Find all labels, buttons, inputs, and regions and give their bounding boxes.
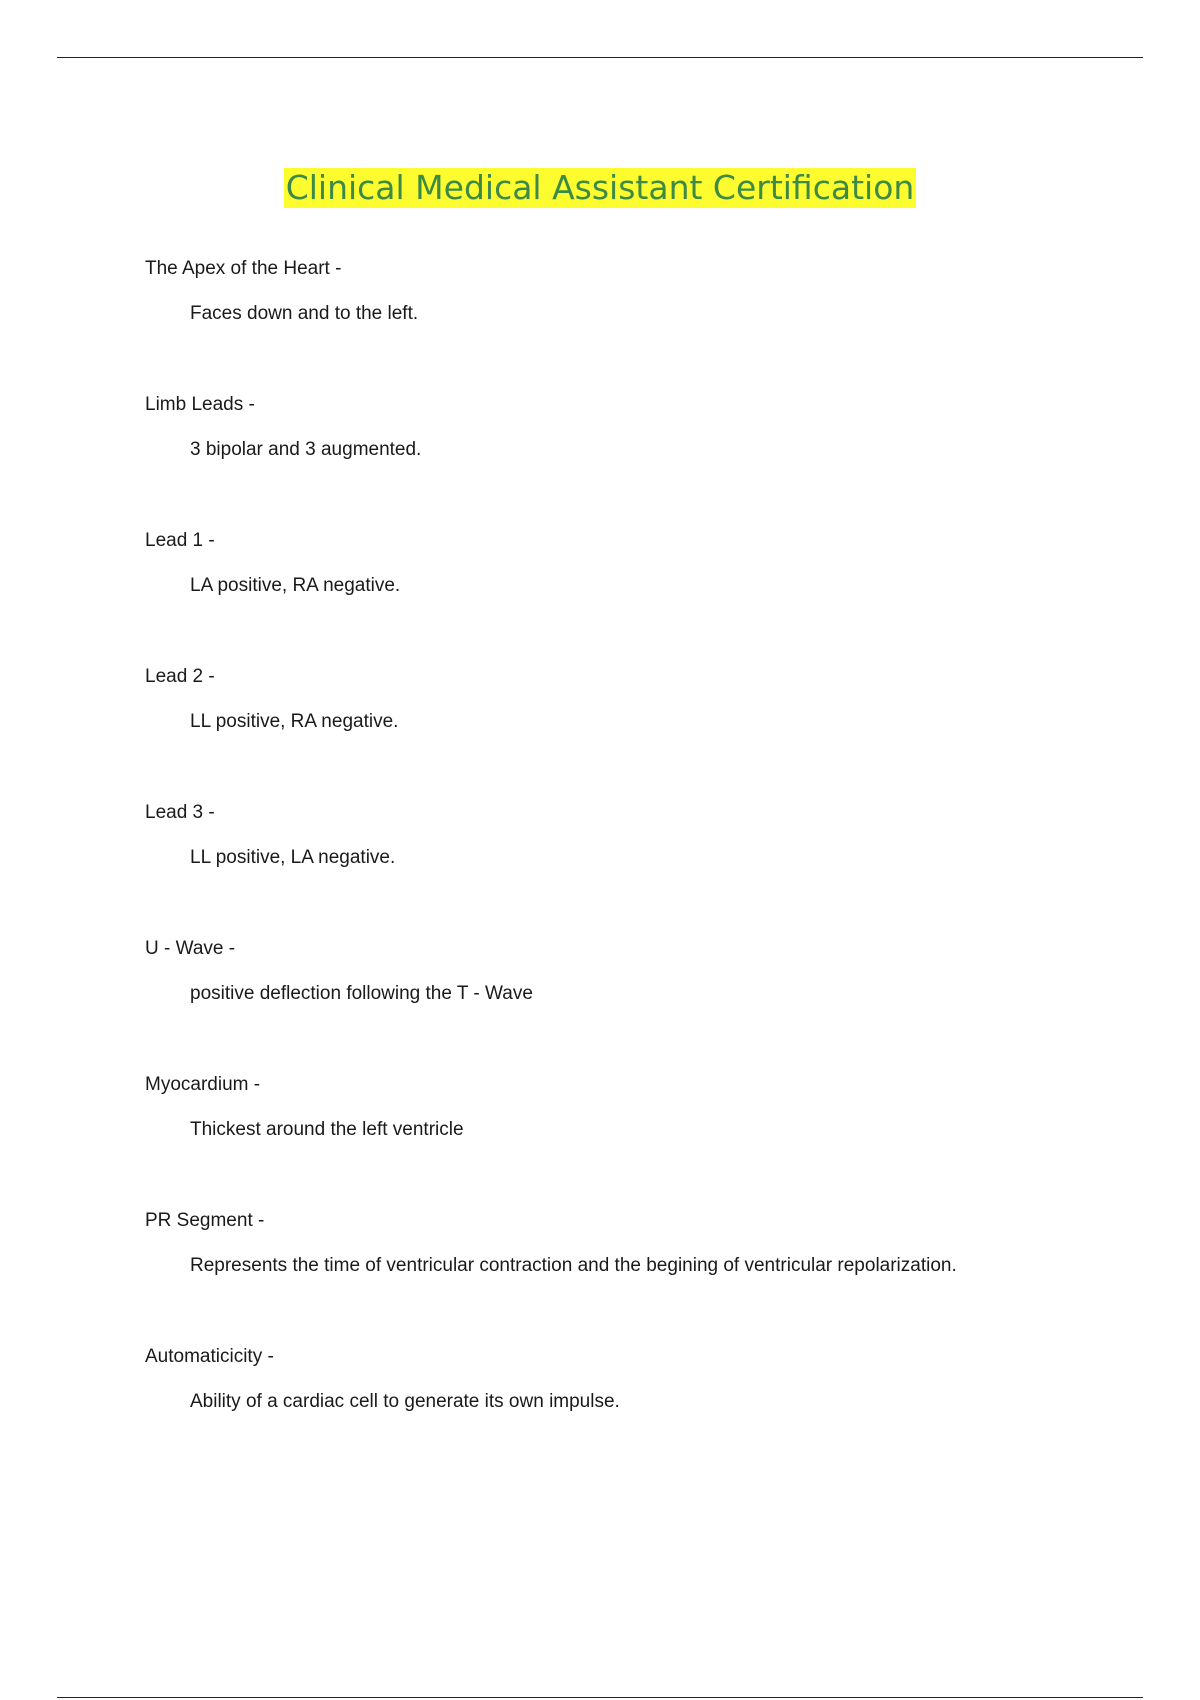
flashcard-definition: Faces down and to the left. — [190, 303, 419, 324]
flashcard-term: Myocardium - — [145, 1074, 261, 1095]
flashcard-item — [145, 664, 1145, 800]
flashcard-item — [145, 1344, 1145, 1480]
flashcard-definition: positive deflection following the T - Wave — [190, 983, 533, 1004]
flashcard-term: The Apex of the Heart - — [145, 258, 342, 279]
flashcard-item — [145, 800, 1145, 936]
flashcard-term: Lead 1 - — [145, 530, 215, 551]
document-title: Clinical Medical Assistant Certification — [285, 168, 915, 207]
flashcard-definition: 3 bipolar and 3 augmented. — [190, 439, 422, 460]
flashcard-list — [145, 256, 1145, 1480]
flashcard-definition: Ability of a cardiac cell to generate its own impulse. — [190, 1391, 620, 1412]
footer-rule — [57, 1697, 1143, 1698]
flashcard-term: Lead 2 - — [145, 666, 215, 687]
flashcard-definition: LA positive, RA negative. — [190, 575, 401, 596]
flashcard-item — [145, 528, 1145, 664]
flashcard-item — [145, 936, 1145, 1072]
flashcard-item — [145, 392, 1145, 528]
flashcard-definition: LL positive, LA negative. — [190, 847, 396, 868]
flashcard-item — [145, 1208, 1145, 1344]
flashcard-definition: Thickest around the left ventricle — [190, 1119, 464, 1140]
flashcard-term: Limb Leads - — [145, 394, 255, 415]
flashcard-term: PR Segment - — [145, 1210, 265, 1231]
flashcard-term: Automaticicity - — [145, 1346, 274, 1367]
flashcard-definition: LL positive, RA negative. — [190, 711, 399, 732]
header-rule — [57, 57, 1143, 58]
flashcard-item — [145, 256, 1145, 392]
flashcard-item — [145, 1072, 1145, 1208]
flashcard-definition: Represents the time of ventricular contraction and the begining of ventricular repolarization. — [190, 1255, 957, 1276]
flashcard-term: U - Wave - — [145, 938, 236, 959]
title-block — [0, 168, 1200, 208]
flashcard-term: Lead 3 - — [145, 802, 215, 823]
